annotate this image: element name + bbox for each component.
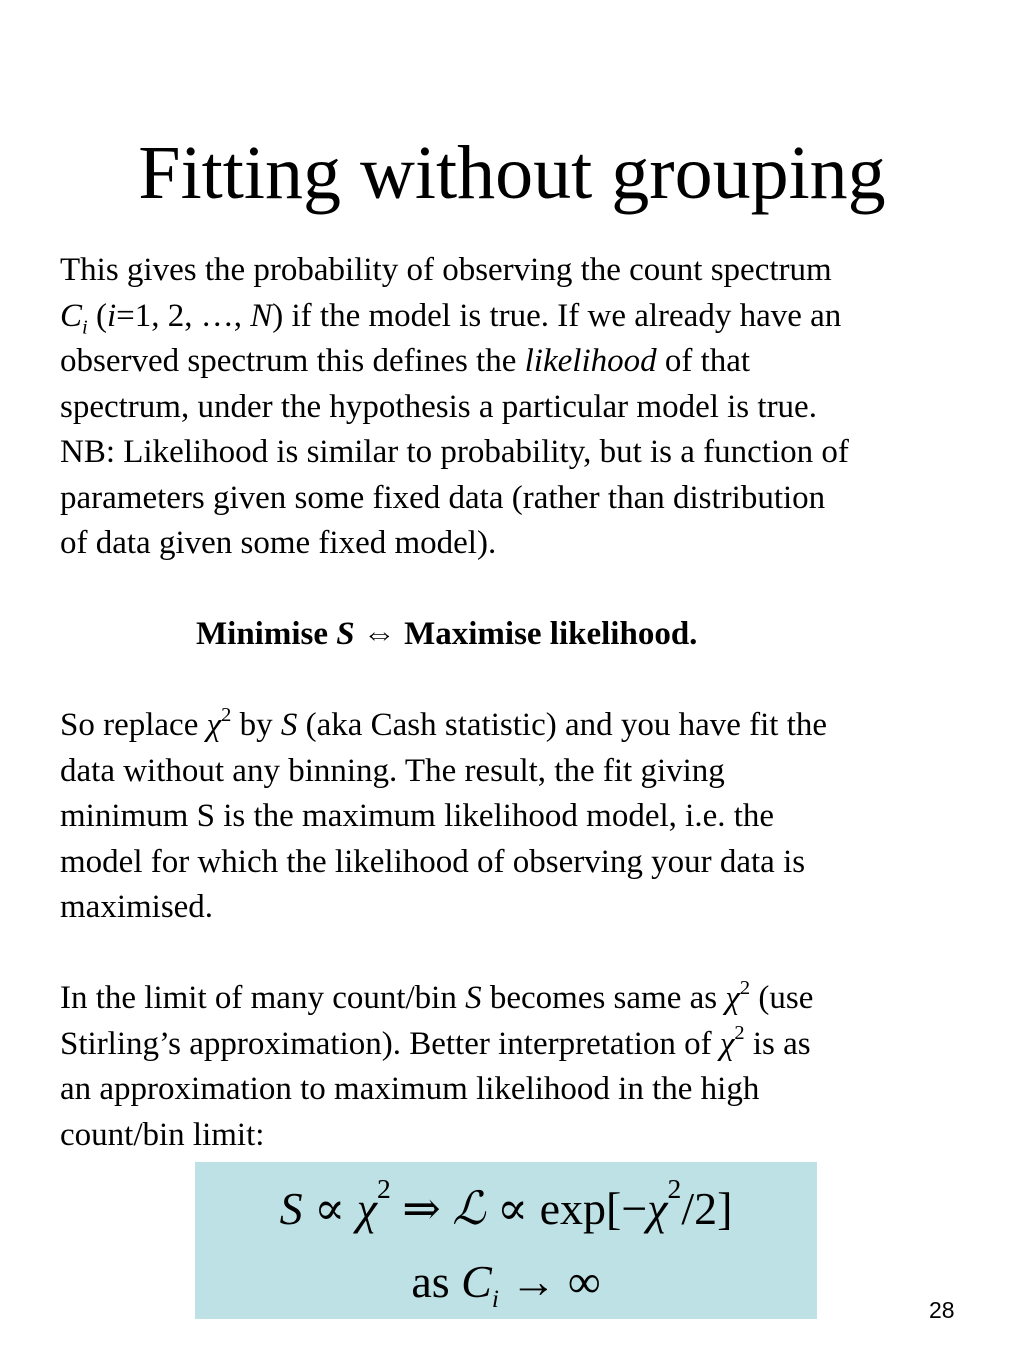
symbol-chi: χ [206,707,222,743]
symbol-c: C [461,1256,492,1307]
text-fragment: as [411,1256,462,1307]
text-line: count/bin limit: [60,1116,265,1153]
text-fragment: is as [744,1025,811,1062]
proportional-symbol: ∝ [302,1183,357,1234]
symbol-s: S [336,616,355,652]
text-line: of data given some fixed model). [60,525,497,561]
text-line [60,1022,980,1068]
subscript-i: i [82,316,88,339]
symbol-n: N [250,297,273,334]
text-fragment: ( [87,297,107,334]
paragraph-cash-statistic [60,703,980,931]
symbol-chi: χ [647,1183,668,1234]
equation-proportionality [195,1173,817,1239]
text-fragment: becomes same as [481,980,726,1016]
text-line: maximised. [60,889,214,925]
implies-arrow: ⇒ [390,1183,453,1234]
symbol-chi: χ [725,980,740,1016]
text-fragment: exp[− [539,1183,648,1234]
equation-box [195,1162,817,1319]
text-fragment: =1, 2, …, [116,297,251,334]
text-line: data without any binning. The result, the fit giving [60,752,725,789]
text-fragment: Stirling’s approximation). Better interpretation of [60,1025,720,1062]
text-line: an approximation to maximum likelihood in the high [60,1071,760,1107]
equation-limit [195,1252,817,1312]
paragraph-likelihood-definition [60,248,980,567]
paragraph-high-count-limit [60,976,980,1158]
symbol-c: C [60,297,83,334]
superscript-2: 2 [667,1173,682,1205]
symbol-chi: χ [719,1025,735,1062]
text-fragment: Maximise likelihood. [404,616,698,652]
limit-arrow: → ∞ [498,1256,601,1307]
slide-title: Fitting without grouping [138,131,886,215]
emphasis-likelihood: likelihood [524,343,657,379]
text-line: parameters given some fixed data (rather than distribution [60,479,826,516]
superscript-2: 2 [734,1022,745,1045]
text-fragment: /2] [681,1183,733,1234]
text-fragment: observed spectrum this defines the [60,343,525,379]
text-fragment: (aka Cash statistic) and you have fit the [297,707,828,743]
symbol-script-l: ℒ [452,1181,486,1235]
text-line [60,339,980,385]
subscript-i: i [491,1285,499,1314]
symbol-s: S [279,1183,303,1234]
proportional-symbol: ∝ [485,1183,540,1234]
text-fragment: (use [750,980,814,1016]
text-line: spectrum, under the hypothesis a particular model is true. [60,388,817,425]
text-fragment: So replace [60,707,207,743]
text-fragment: Minimise [196,616,337,652]
text-line: minimum S is the maximum likelihood model, i.e. the [60,798,775,834]
text-line: NB: Likelihood is similar to probability, but is a function of [60,434,849,470]
text-line: This gives the probability of observing the count spectrum [60,252,832,288]
page-number: 28 [929,1297,955,1323]
symbol-i: i [106,297,117,334]
text-fragment: In the limit of many count/bin [60,980,466,1016]
text-line: model for which the likelihood of observing your data is [60,843,806,880]
minimise-maximise-statement [196,612,697,657]
text-line [60,294,980,340]
symbol-chi: χ [356,1183,377,1234]
symbol-s: S [280,707,298,743]
equivalence-arrow: ⇔ [354,616,405,652]
text-fragment: of that [656,343,751,379]
text-fragment: by [231,707,281,743]
text-line [60,976,980,1022]
symbol-s: S [465,980,482,1016]
superscript-2: 2 [221,703,232,726]
superscript-2: 2 [376,1173,391,1205]
text-line [60,703,980,749]
superscript-2: 2 [739,976,751,999]
text-fragment: ) if the model is true. If we already have an [272,297,842,334]
